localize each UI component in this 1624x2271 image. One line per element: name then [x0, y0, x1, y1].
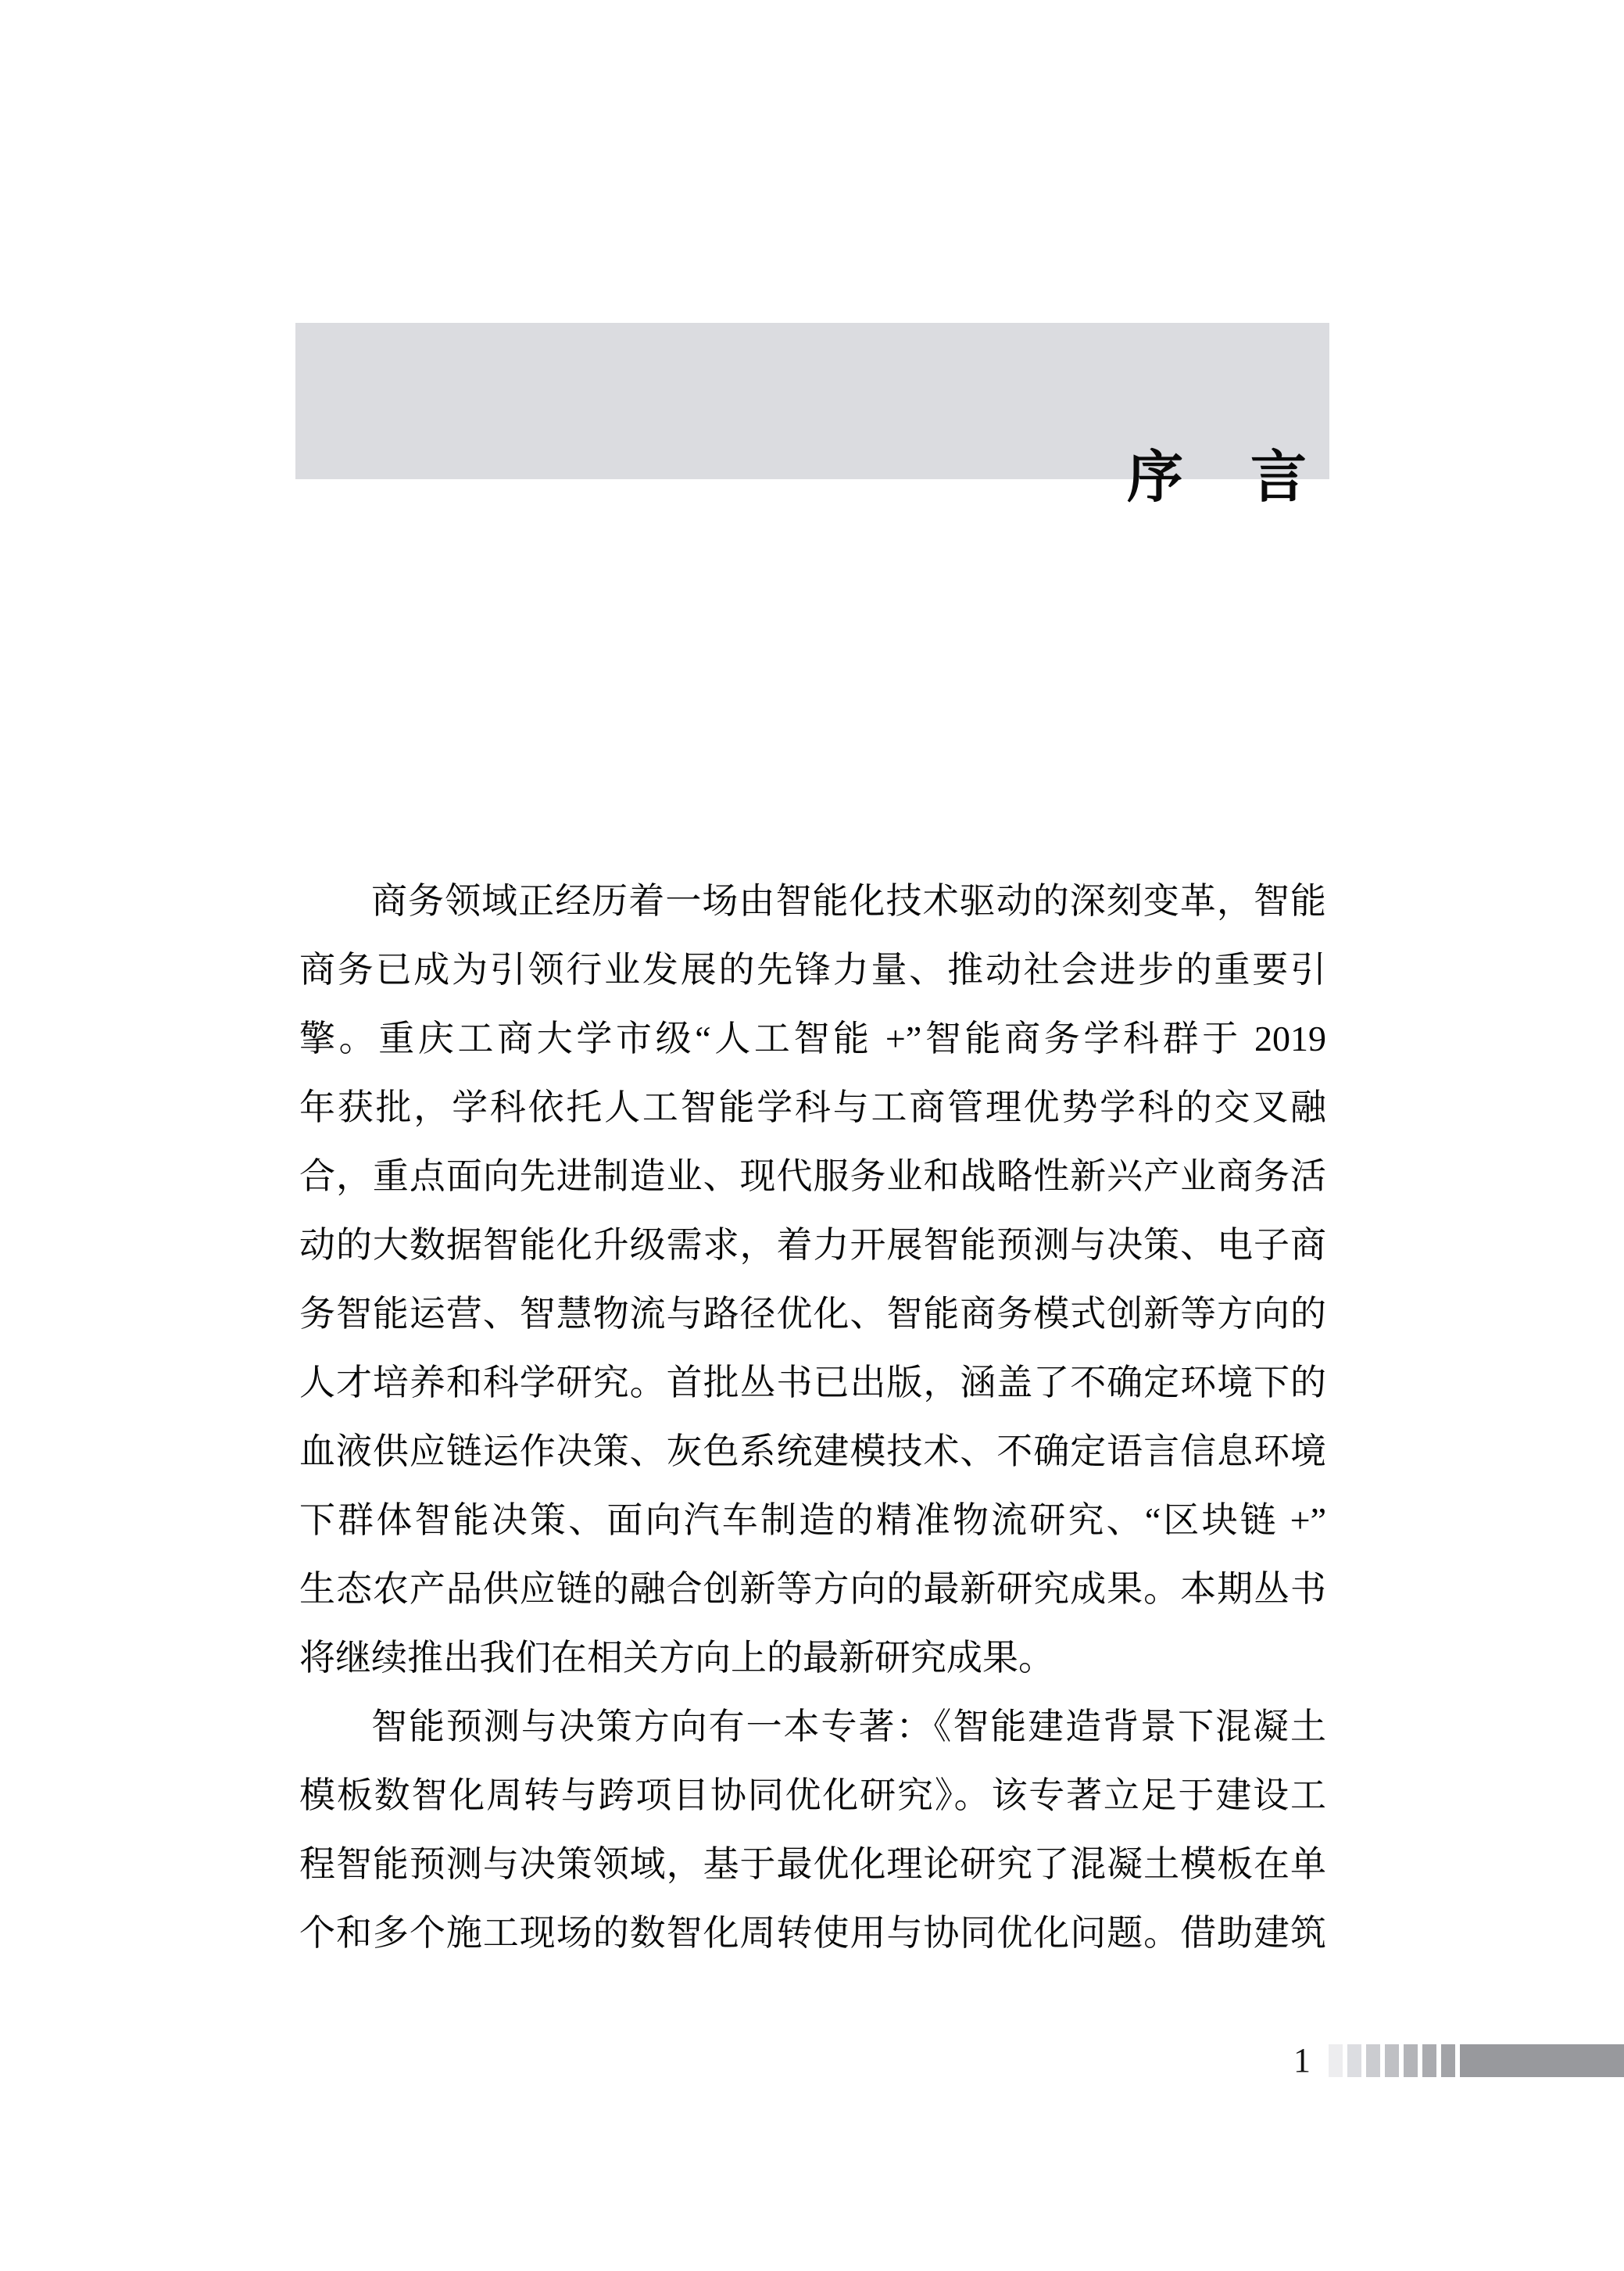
body-line: 擎。重庆工商大学市级“人工智能 +”智能商务学科群于 2019 [299, 1019, 1326, 1058]
page-title-char-2: 言 [1250, 446, 1307, 509]
page-title [1126, 446, 1307, 509]
page-title-char-1: 序 [1126, 446, 1183, 509]
footer-block [1441, 2044, 1455, 2077]
footer-block [1347, 2044, 1361, 2077]
footer-block [1366, 2044, 1380, 2077]
page-number: 1 [1293, 2041, 1311, 2079]
footer-block [1404, 2044, 1418, 2077]
body-line: 将继续推出我们在相关方向上的最新研究成果。 [299, 1638, 1054, 1678]
body-line: 血液供应链运作决策、灰色系统建模技术、不确定语言信息环境 [299, 1431, 1326, 1471]
body-line: 人才培养和科学研究。首批丛书已出版，涵盖了不确定环境下的 [299, 1363, 1326, 1402]
footer-block [1385, 2044, 1399, 2077]
body-line: 动的大数据智能化升级需求，着力开展智能预测与决策、电子商 [299, 1225, 1326, 1265]
body-line: 生态农产品供应链的融合创新等方向的最新研究成果。本期丛书 [299, 1569, 1326, 1609]
body-line: 务智能运营、智慧物流与路径优化、智能商务模式创新等方向的 [299, 1294, 1326, 1334]
body-line: 下群体智能决策、面向汽车制造的精准物流研究、“区块链 +” [299, 1500, 1326, 1540]
footer-bar [1460, 2044, 1624, 2077]
footer-block [1329, 2044, 1343, 2077]
footer-block [1422, 2044, 1436, 2077]
body-line: 商务已成为引领行业发展的先锋力量、推动社会进步的重要引 [299, 950, 1326, 990]
body-line: 程智能预测与决策领域，基于最优化理论研究了混凝土模板在单 [299, 1844, 1326, 1884]
body-line: 模板数智化周转与跨项目协同优化研究》。该专著立足于建设工 [299, 1775, 1326, 1815]
body-line: 年获批，学科依托人工智能学科与工商管理优势学科的交叉融 [299, 1087, 1326, 1127]
preface-body [299, 867, 1326, 1968]
body-line: 个和多个施工现场的数智化周转使用与协同优化问题。借助建筑 [299, 1913, 1326, 1953]
body-line: 合，重点面向先进制造业、现代服务业和战略性新兴产业商务活 [299, 1156, 1326, 1196]
body-line: 智能预测与决策方向有一本专著：《智能建造背景下混凝土 [371, 1707, 1326, 1746]
footer-gradient-strip [1329, 2044, 1455, 2077]
body-line: 商务领域正经历着一场由智能化技术驱动的深刻变革，智能 [371, 881, 1326, 921]
